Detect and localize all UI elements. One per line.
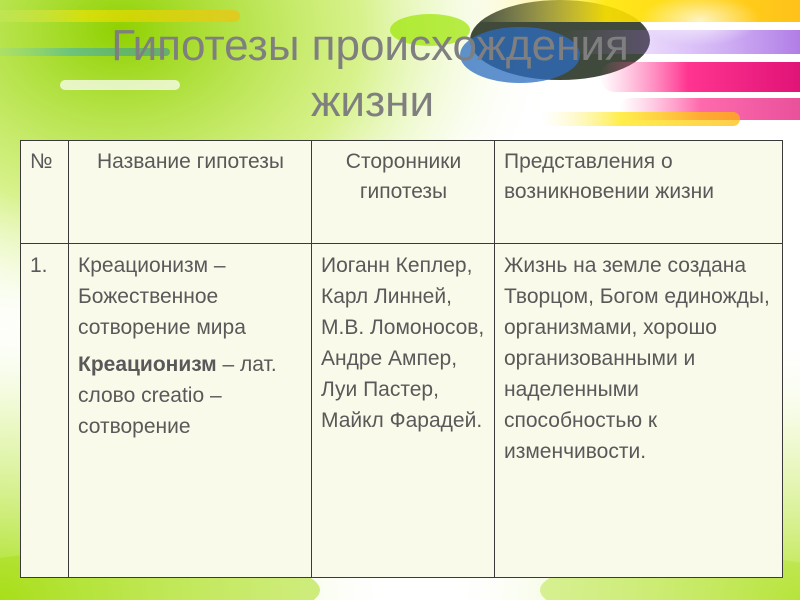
cell-supporters: Иоганн Кеплер, Карл Линней, М.В. Ломоносов, Андре Ампер, Луи Пастер, Майкл Фарадей. [312,244,495,578]
table-header-row [21,141,783,244]
cell-ideas: Жизнь на земле создана Творцом, Богом единожды, организмами, хорошо организованными и наделенными способностью к изменчивости. [495,244,783,578]
title-line-1: Гипотезы происхождения [111,21,629,70]
page-title [0,18,800,130]
table-row [21,244,783,578]
cell-number: 1. [21,244,69,578]
header-supporters: Сторонники гипотезы [312,141,495,244]
cell-hypothesis-name [69,244,312,578]
header-number: № [21,141,69,244]
header-ideas: Представления о возникновении жизни [495,141,783,244]
hypotheses-table [20,140,783,578]
hypothesis-definition: Креационизм – Божественное сотворение мира [78,254,246,339]
header-hypothesis-name: Название гипотезы [69,141,312,244]
title-line-2: жизни [310,77,435,126]
hypothesis-etymology [78,349,303,442]
hypothesis-term: Креационизм [78,353,217,376]
hypothesis-etymology-text: – лат. слово creatio – сотворение [78,353,277,438]
